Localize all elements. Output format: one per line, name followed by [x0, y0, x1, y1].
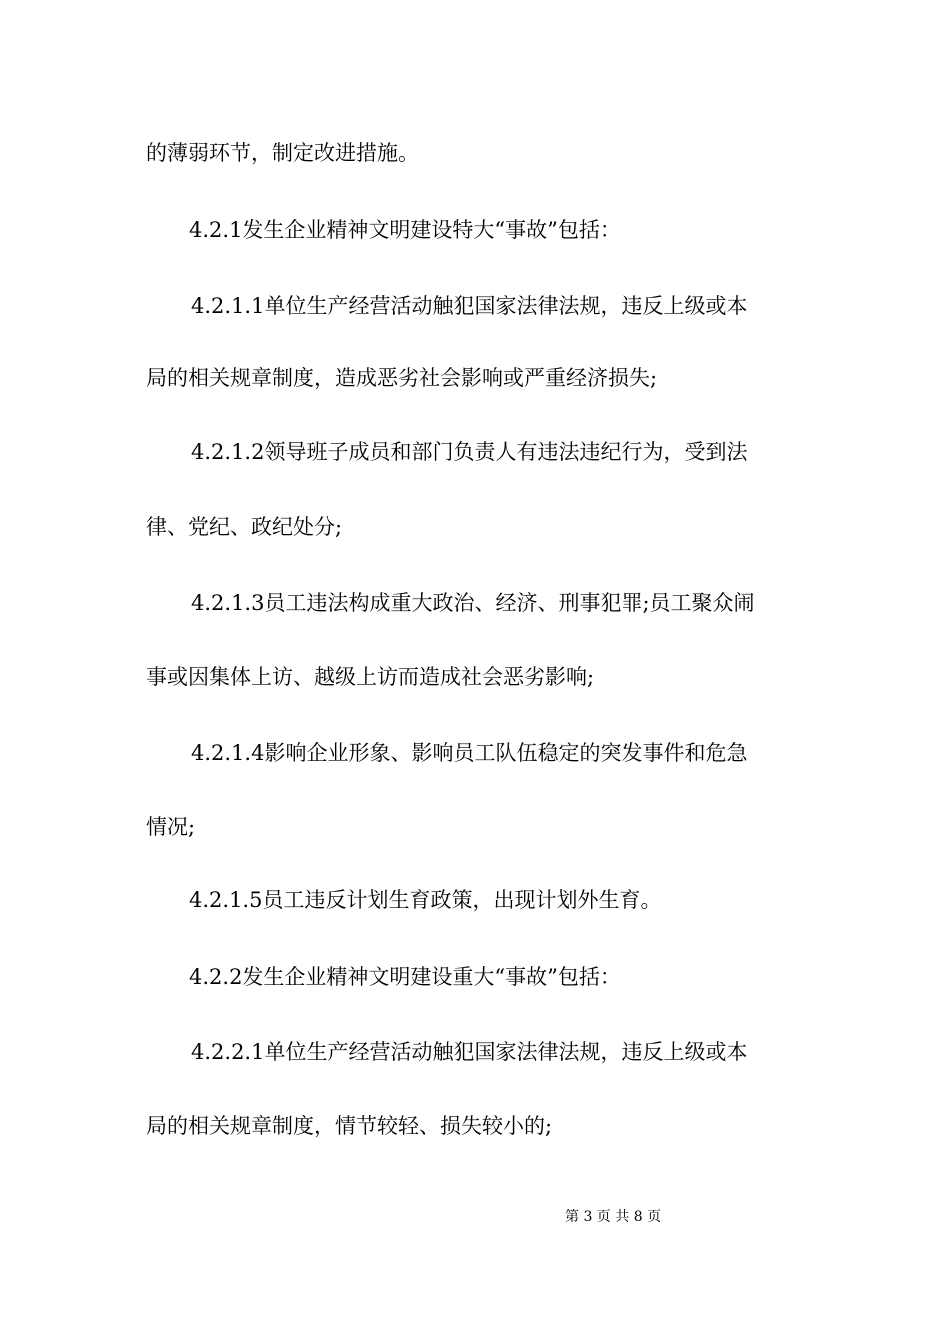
paragraph-line: 情况; [146, 815, 196, 839]
paragraph-line: 4.2.1.4影响企业形象、影响员工队伍稳定的突发事件和危急 [191, 741, 748, 765]
paragraph-line: 4.2.1.5员工违反计划生育政策，出现计划外生育。 [189, 888, 662, 912]
section-heading-4-2-1: 4.2.1发生企业精神文明建设特大“事故”包括： [189, 218, 621, 242]
paragraph-line: 4.2.1.3员工违法构成重大政治、经济、刑事犯罪;员工聚众闹 [191, 591, 755, 615]
page-number-footer: 第 3 页 共 8 页 [565, 1209, 662, 1225]
paragraph-line: 4.2.1.1单位生产经营活动触犯国家法律法规，违反上级或本 [191, 294, 748, 318]
paragraph-line: 律、党纪、政纪处分; [146, 515, 343, 539]
paragraph-line: 事或因集体上访、越级上访而造成社会恶劣影响; [146, 665, 595, 689]
section-heading-4-2-2: 4.2.2发生企业精神文明建设重大“事故”包括： [189, 965, 621, 989]
paragraph-line: 局的相关规章制度，情节较轻、损失较小的; [146, 1114, 553, 1138]
paragraph-line: 4.2.1.2领导班子成员和部门负责人有违法违纪行为，受到法 [191, 440, 748, 464]
paragraph-line: 的薄弱环节，制定改进措施。 [146, 141, 419, 165]
paragraph-line: 局的相关规章制度，造成恶劣社会影响或严重经济损失; [146, 366, 658, 390]
paragraph-line: 4.2.2.1单位生产经营活动触犯国家法律法规，违反上级或本 [191, 1040, 748, 1064]
